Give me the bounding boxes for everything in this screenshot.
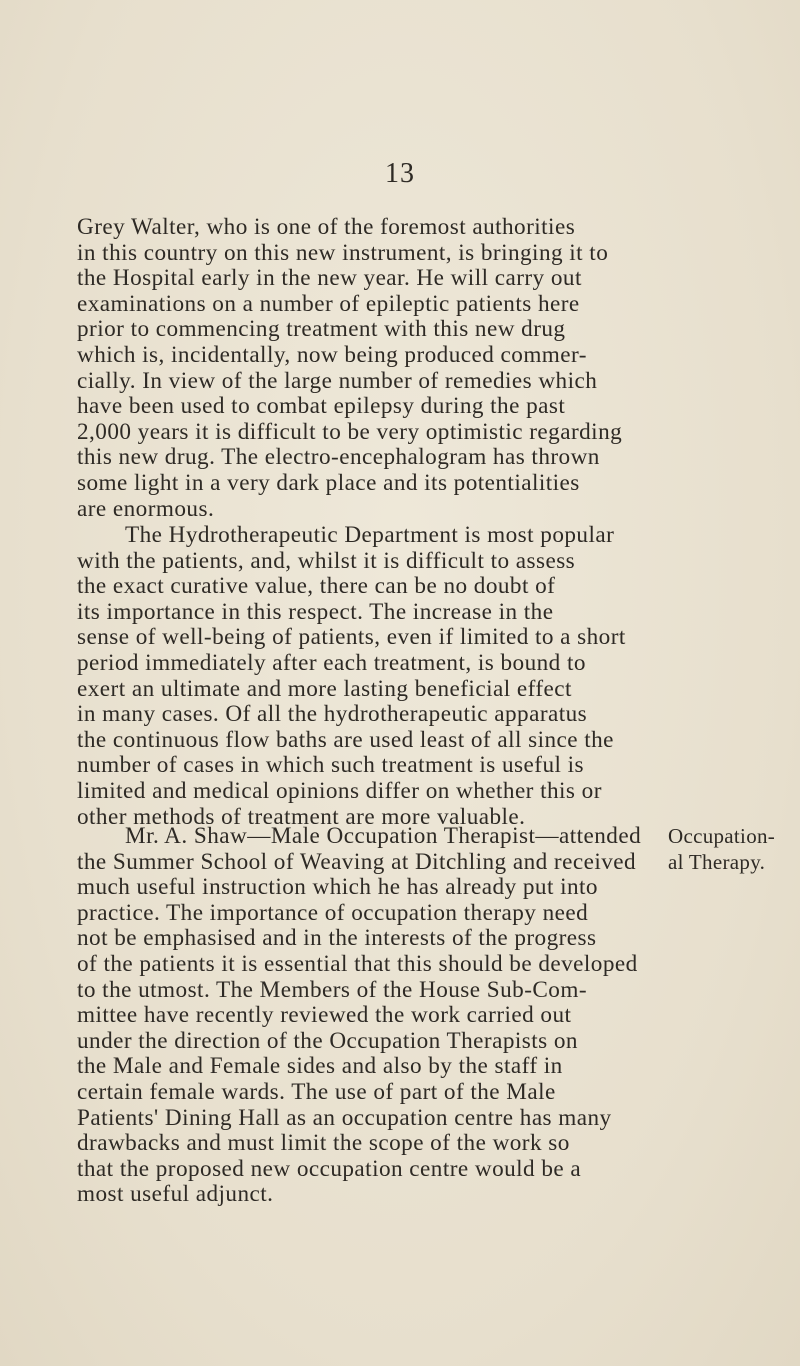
text-line: exert an ultimate and more lasting beneficial effect [77, 675, 572, 702]
text-line: much useful instruction which he has already put into [77, 874, 598, 901]
text-line: most useful adjunct. [77, 1181, 274, 1208]
text-line: this new drug. The electro-encephalogram has thrown [77, 444, 600, 471]
text-line: the exact curative value, there can be no doubt of [77, 573, 556, 600]
text-line: that the proposed new occupation centre would be a [77, 1155, 582, 1182]
text-line: certain female wards. The use of part of the Male [77, 1078, 556, 1105]
text-line: the continuous flow baths are used least of all since the [77, 726, 614, 753]
text-line: not be emphasised and in the interests of the progress [77, 925, 597, 952]
text-line: are enormous. [77, 495, 215, 522]
text-line: Grey Walter, who is one of the foremost authorities [77, 214, 576, 240]
text-line: drawbacks and must limit the scope of the work so [77, 1130, 570, 1157]
paragraph-occupation-therapy [77, 824, 657, 1208]
text-line: prior to commencing treatment with this new drug [77, 316, 566, 343]
text-line: which is, incidentally, now being produced commer- [77, 341, 587, 368]
text-line: sense of well-being of patients, even if limited to a short [77, 624, 626, 651]
text-line: limited and medical opinions differ on whether this or [77, 777, 602, 804]
text-line: some light in a very dark place and its potentialities [77, 469, 580, 496]
text-line: Mr. A. Shaw—Male Occupation Therapist—attended [125, 823, 642, 849]
text-line: mittee have recently reviewed the work carried out [77, 1002, 572, 1029]
margin-note-line: Occupation- [668, 824, 776, 848]
text-line: have been used to combat epilepsy during the past [77, 393, 566, 420]
text-line: in this country on this new instrument, is bringing it to [77, 239, 609, 266]
margin-note-line: al Therapy. [668, 849, 766, 874]
paragraph-eeg [77, 215, 657, 522]
text-line: other methods of treatment are more valuable. [77, 803, 526, 830]
text-line: period immediately after each treatment, is bound to [77, 649, 586, 676]
text-line: cially. In view of the large number of remedies which [77, 367, 598, 394]
text-line: practice. The importance of occupation therapy need [77, 899, 589, 926]
text-line: to the utmost. The Members of the House Sub-Com- [77, 976, 587, 1003]
text-line: examinations on a number of epileptic patients here [77, 290, 580, 317]
text-line: its importance in this respect. The increase in the [77, 598, 554, 625]
text-line: The Hydrotherapeutic Department is most popular [125, 522, 615, 548]
text-line: Patients' Dining Hall as an occupation centre has many [77, 1104, 612, 1131]
margin-note [668, 824, 798, 875]
paragraph-hydrotherapeutic [77, 523, 657, 830]
text-line: the Summer School of Weaving at Ditchling and received [77, 848, 637, 875]
text-line: under the direction of the Occupation Therapists on [77, 1027, 578, 1054]
text-line: number of cases in which such treatment is useful is [77, 752, 584, 779]
page-number: 13 [385, 158, 415, 189]
text-line: in many cases. Of all the hydrotherapeutic apparatus [77, 701, 588, 728]
text-line: of the patients it is essential that this should be developed [77, 950, 638, 977]
text-line: 2,000 years it is difficult to be very optimistic regarding [77, 418, 623, 445]
text-line: the Male and Female sides and also by the staff in [77, 1053, 563, 1080]
text-line: the Hospital early in the new year. He will carry out [77, 265, 582, 292]
text-line: with the patients, and, whilst it is difficult to assess [77, 547, 576, 574]
